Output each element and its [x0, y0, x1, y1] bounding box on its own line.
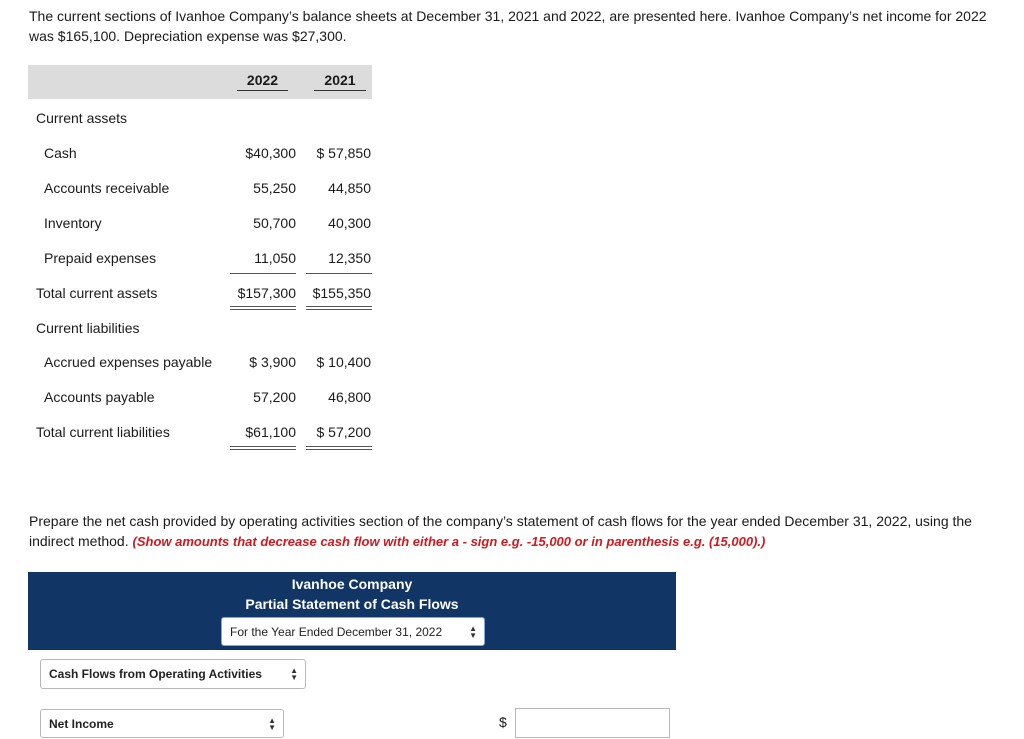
select-arrows-icon: ▲ ▼	[268, 715, 276, 732]
prepaid-expenses-label: Prepaid expenses	[44, 250, 157, 266]
cash-2022: $40,300	[245, 145, 296, 161]
section-select-value: Cash Flows from Operating Activities	[49, 667, 262, 681]
total-liabilities-double-rule-2022	[230, 446, 296, 450]
prepaid-expenses-2022: 11,050	[254, 250, 296, 266]
total-current-assets-2022: $157,300	[237, 285, 296, 301]
current-liabilities-heading: Current liabilities	[36, 320, 140, 336]
year-2021-header: 2021	[314, 72, 366, 91]
accounts-payable-2021: 46,800	[328, 389, 371, 405]
select-arrows-icon: ▲ ▼	[469, 623, 477, 640]
inventory-label: Inventory	[44, 215, 102, 231]
current-assets-heading: Current assets	[36, 110, 128, 126]
net-income-amount-input[interactable]	[515, 708, 670, 738]
instructions-hint: (Show amounts that decrease cash flow with either a - sign e.g. -15,000 or in parenthesis e.g. (15,000).)	[132, 534, 766, 549]
total-current-assets-label: Total current assets	[36, 285, 158, 301]
prepaid-expenses-2021: 12,350	[328, 250, 371, 266]
accrued-expenses-payable-2022: $ 3,900	[249, 354, 296, 370]
section-select[interactable]	[40, 659, 306, 689]
accounts-payable-label: Accounts payable	[44, 389, 155, 405]
accounts-payable-2022: 57,200	[253, 389, 296, 405]
cash-label: Cash	[44, 145, 77, 161]
company-name: Ivanhoe Company	[291, 576, 413, 592]
total-current-liabilities-label: Total current liabilities	[36, 424, 170, 440]
total-current-assets-2021: $155,350	[312, 285, 371, 301]
dollar-sign: $	[499, 714, 507, 730]
instructions	[29, 511, 1009, 552]
year-2022-header: 2022	[237, 72, 288, 91]
accrued-expenses-payable-label: Accrued expenses payable	[44, 354, 213, 370]
period-select[interactable]	[221, 617, 485, 646]
accounts-receivable-2022: 55,250	[253, 180, 296, 196]
instructions-text: Prepare the net cash provided by operating activities section of the company’s statement of cash flows for the year ended December 31, 2022, using the indirect method.	[29, 513, 972, 549]
total-current-liabilities-2021: $ 57,200	[316, 424, 371, 440]
accounts-receivable-2021: 44,850	[328, 180, 371, 196]
period-select-value: For the Year Ended December 31, 2022	[230, 625, 443, 639]
total-current-liabilities-2022: $61,100	[245, 424, 296, 440]
total-assets-double-rule-2021	[306, 306, 372, 310]
net-income-select[interactable]	[40, 709, 284, 738]
accrued-expenses-payable-2021: $ 10,400	[316, 354, 371, 370]
intro-text: The current sections of Ivanhoe Company’s balance sheets at December 31, 2021 and 2022, are presented here. Ivanhoe Company’s net income for 2022 was $165,100. Depreciation expense was $27,300.	[29, 8, 987, 44]
statement-title: Partial Statement of Cash Flows	[245, 596, 459, 612]
accounts-receivable-label: Accounts receivable	[44, 180, 170, 196]
inventory-2021: 40,300	[328, 215, 371, 231]
inventory-2022: 50,700	[253, 215, 296, 231]
total-assets-double-rule-2022	[230, 306, 296, 310]
cash-2021: $ 57,850	[316, 145, 371, 161]
select-arrows-icon: ▲ ▼	[290, 666, 298, 682]
net-income-select-value: Net Income	[49, 717, 114, 731]
subtotal-rule-2022	[230, 273, 296, 274]
subtotal-rule-2021	[306, 273, 372, 274]
total-liabilities-double-rule-2021	[306, 446, 372, 450]
